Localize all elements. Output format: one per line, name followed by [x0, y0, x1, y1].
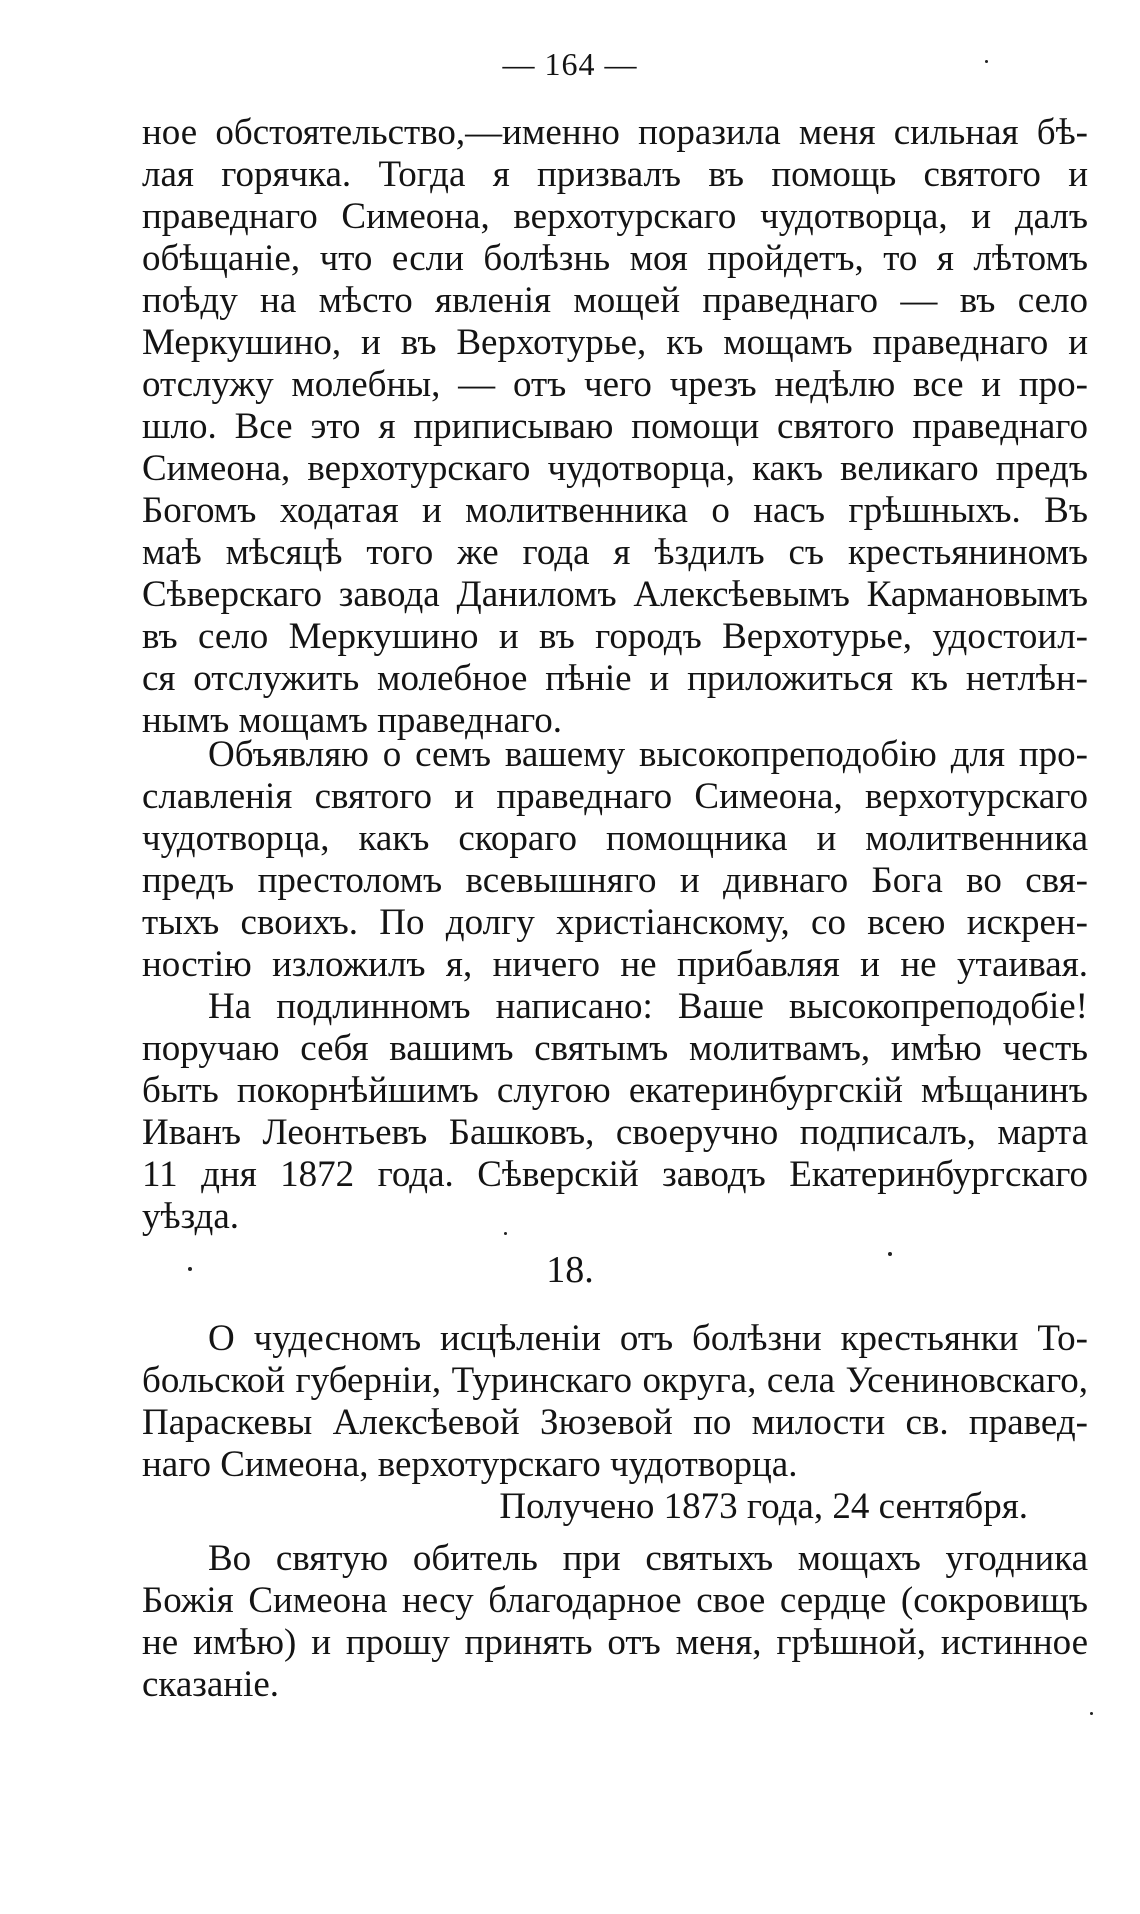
scan-speck	[188, 1267, 192, 1271]
text-line: уѣзда.	[142, 1196, 240, 1237]
text-line: нымъ мощамъ праведнаго.	[142, 700, 563, 741]
scan-speck	[504, 1232, 507, 1235]
text-line: тыхъ своихъ. По долгу христіанскому, со всею искрен-	[142, 902, 1088, 943]
text-line: отслужу молебны, — отъ чего чрезъ недѣлю все и про-	[142, 364, 1088, 405]
text-line: предъ престоломъ всевышняго и дивнаго Бога во свя-	[142, 860, 1088, 901]
text-line: Симеона, верхотурскаго чудотворца, какъ великаго предъ	[142, 448, 1088, 489]
text-line: ся отслужить молебное пѣніе и приложиться къ нетлѣн-	[142, 658, 1088, 699]
received-date: Получено 1873 года, 24 сентября.	[499, 1486, 1028, 1527]
text-line: шло. Все это я приписываю помощи святого праведнаго	[142, 406, 1088, 447]
paragraph-3	[142, 986, 1088, 1238]
text-line: Во святую обитель при святыхъ мощахъ угодника	[208, 1538, 1088, 1579]
text-line: лая горячка. Тогда я призвалъ въ помощь святого и	[142, 154, 1088, 195]
text-line: сказаніе.	[142, 1664, 280, 1705]
text-line: ное обстоятельство,—именно поразила меня сильная бѣ-	[142, 112, 1088, 153]
text-line: На подлинномъ написано: Ваше высокопреподобіе!	[208, 986, 1088, 1027]
page-number: — 164 —	[502, 46, 638, 82]
text-line: обѣщаніе, что если болѣзнь моя пройдетъ, то я лѣтомъ	[142, 238, 1088, 279]
text-line: праведнаго Симеона, верхотурскаго чудотворца, и далъ	[142, 196, 1088, 237]
scan-speck	[985, 60, 988, 63]
text-line: поручаю себя вашимъ святымъ молитвамъ, имѣю честь	[142, 1028, 1088, 1069]
text-line: Богомъ ходатая и молитвенника о насъ грѣшныхъ. Въ	[142, 490, 1088, 531]
text-line: чудотворца, какъ скораго помощника и молитвенника	[142, 818, 1088, 859]
text-line: О чудесномъ исцѣленіи отъ болѣзни крестьянки То-	[208, 1318, 1088, 1359]
paragraph-2	[142, 734, 1088, 986]
text-line: поѣду на мѣсто явленія мощей праведнаго — въ село	[142, 280, 1088, 321]
paragraph-4	[142, 1538, 1088, 1706]
text-line: ностію изложилъ я, ничего не прибавляя и не утаивая.	[142, 944, 1088, 985]
paragraph-1	[142, 112, 1088, 742]
text-line: славленія святого и праведнаго Симеона, верхотурскаго	[142, 776, 1088, 817]
section-number: 18.	[546, 1249, 594, 1291]
text-line: Меркушино, и въ Верхотурье, къ мощамъ праведнаго и	[142, 322, 1088, 363]
text-line: Объявляю о семъ вашему высокопреподобію для про-	[208, 734, 1088, 775]
text-line: маѣ мѣсяцѣ того же года я ѣздилъ съ крестьяниномъ	[142, 532, 1088, 573]
text-line: 11 дня 1872 года. Сѣверскій заводъ Екатеринбургскаго	[142, 1154, 1088, 1195]
text-line: не имѣю) и прошу принять отъ меня, грѣшной, истинное	[142, 1622, 1088, 1663]
text-line: Божія Симеона несу благодарное свое сердце (сокровищъ	[142, 1580, 1088, 1621]
text-line: Сѣверскаго завода Даниломъ Алексѣевымъ Кармановымъ	[142, 574, 1088, 615]
text-line: въ село Меркушино и въ городъ Верхотурье, удостоил-	[142, 616, 1088, 657]
scan-speck	[1090, 1712, 1093, 1715]
text-line: наго Симеона, верхотурскаго чудотворца.	[142, 1444, 798, 1485]
text-line: больской губерніи, Туринскаго округа, села Усениновскаго,	[142, 1360, 1088, 1401]
section-heading	[142, 1318, 1088, 1528]
text-line: Параскевы Алексѣевой Зюзевой по милости св. правед-	[142, 1402, 1088, 1443]
text-line: Иванъ Леонтьевъ Башковъ, своеручно подписалъ, марта	[142, 1112, 1088, 1153]
scan-speck	[888, 1252, 892, 1256]
text-line: быть покорнѣйшимъ слугою екатеринбургскій мѣщанинъ	[142, 1070, 1088, 1111]
